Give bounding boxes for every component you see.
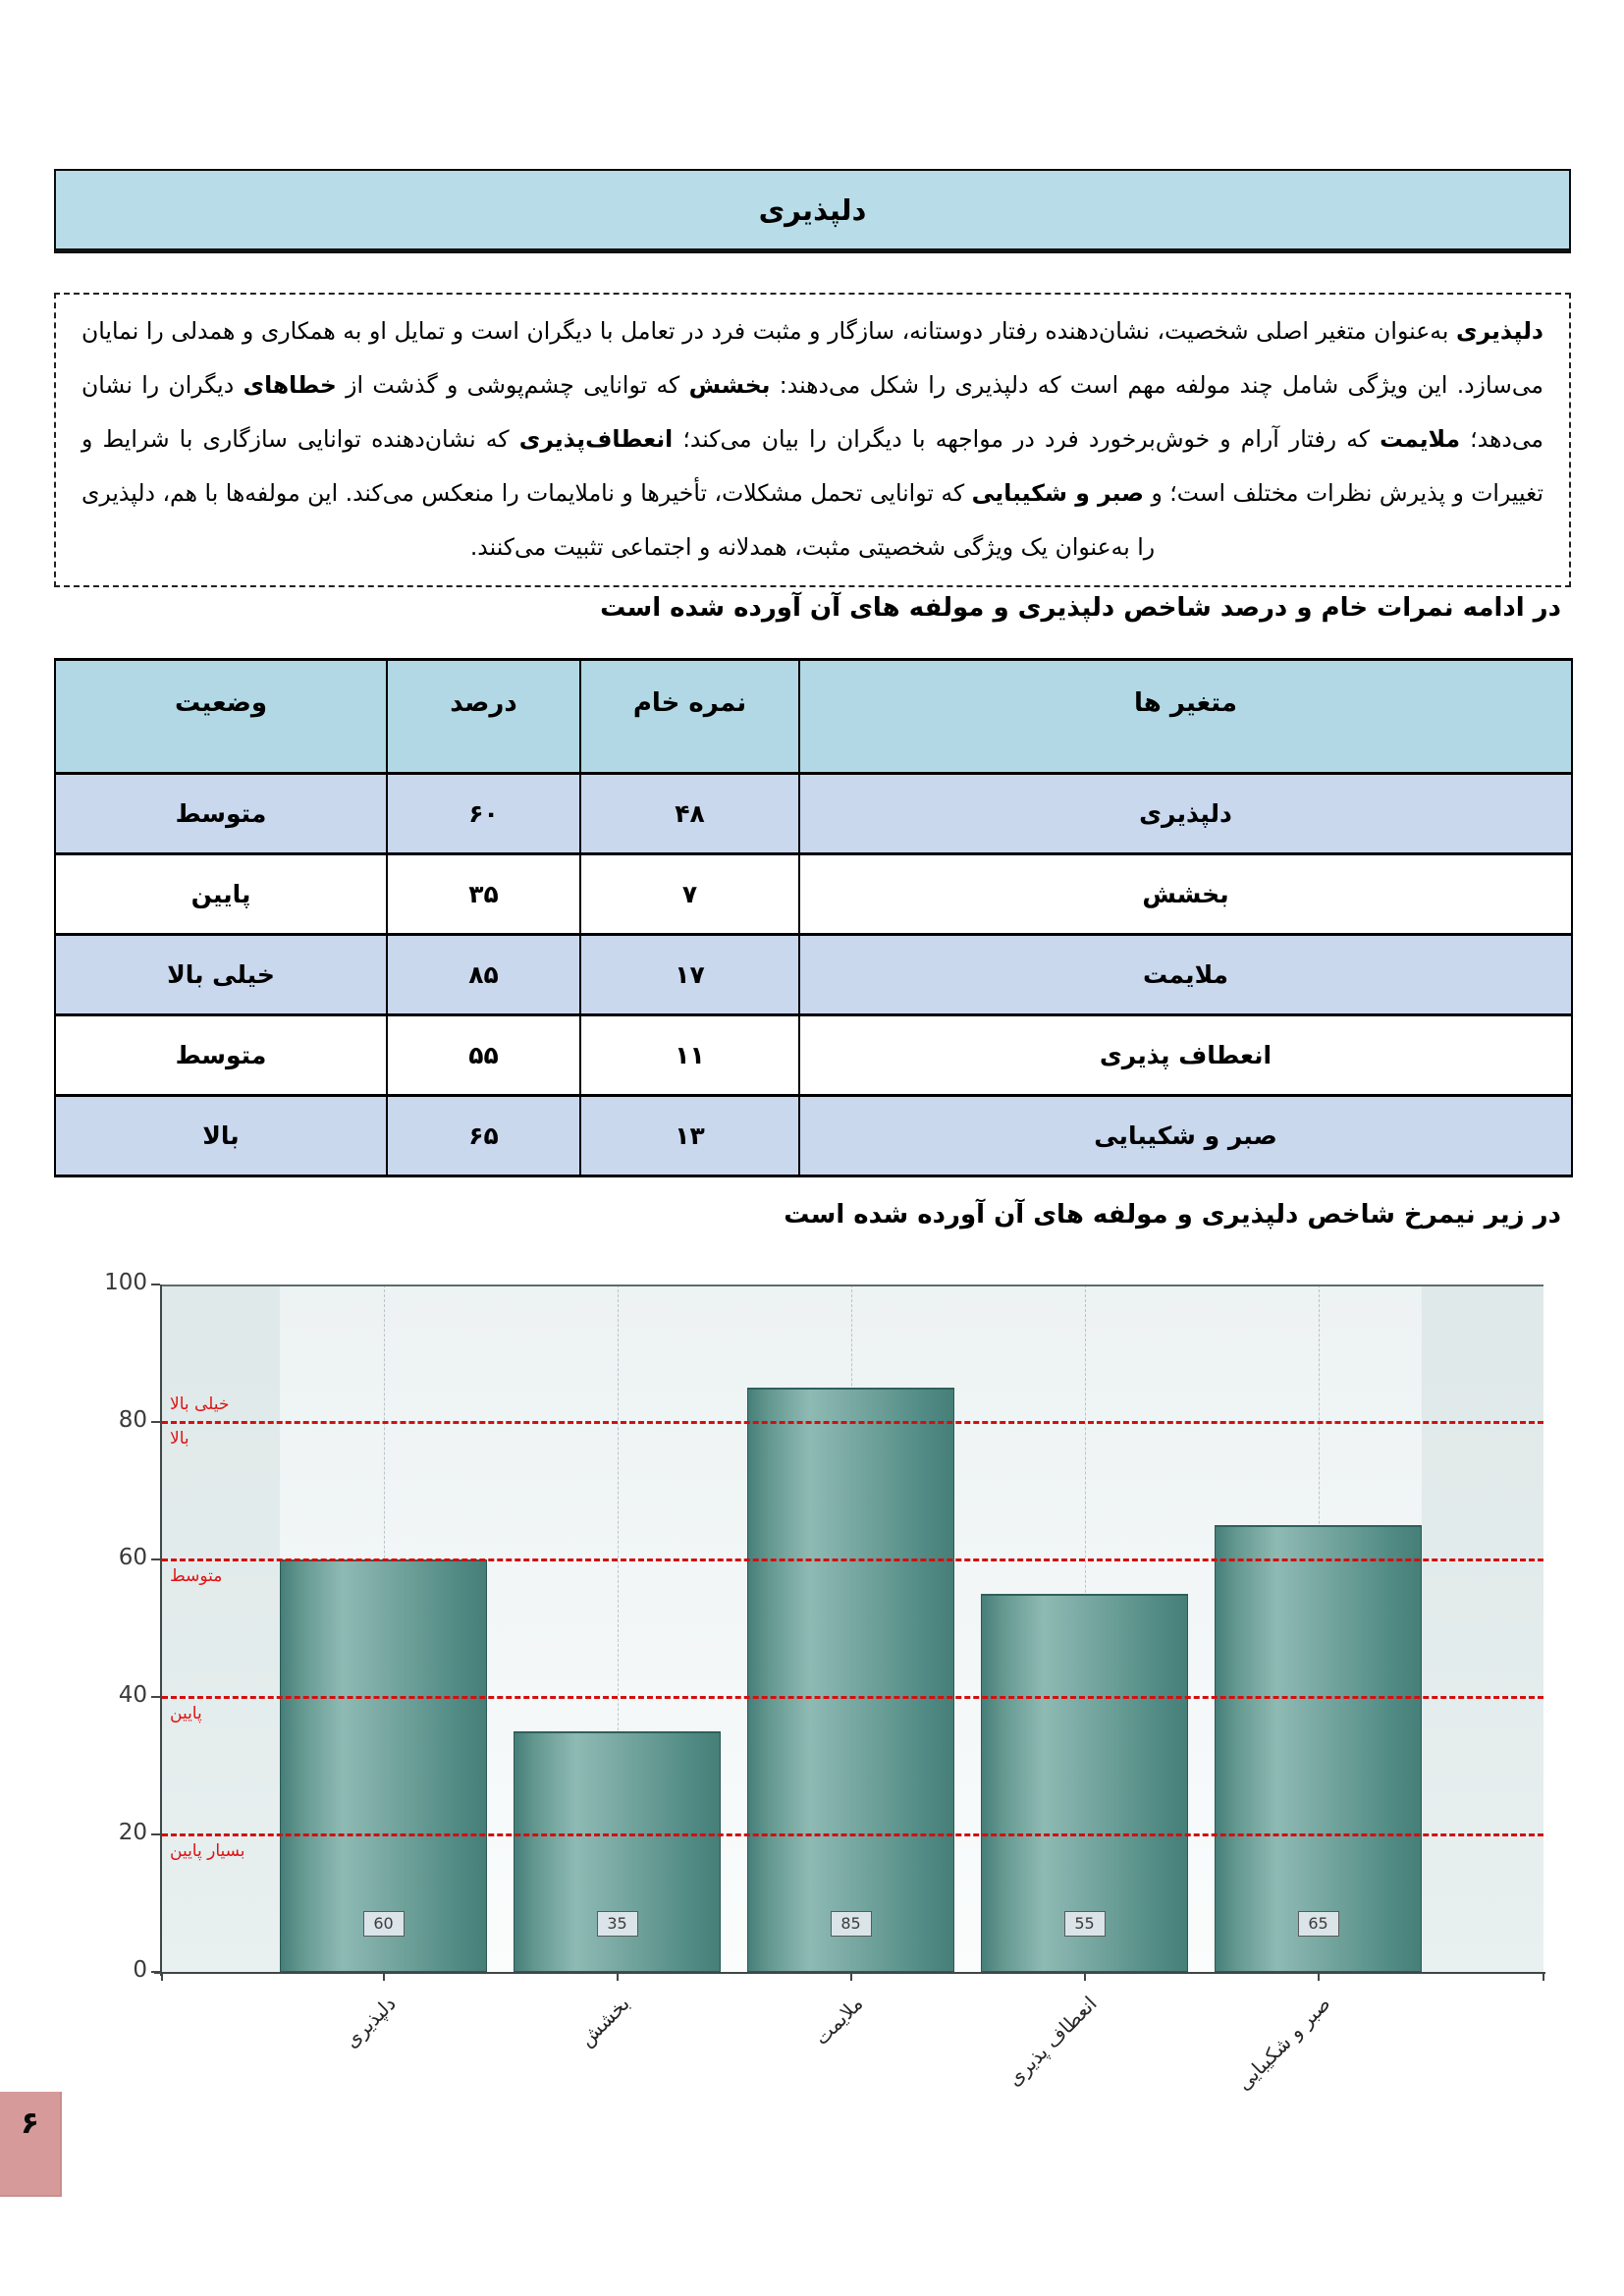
chart-bar: [280, 1559, 487, 1972]
intro-text: که توانایی چشم‌پوشی و گذشت از: [336, 371, 689, 399]
table-cell-status: پایین: [55, 854, 387, 935]
table-cell-raw-score: ۱۷: [580, 935, 799, 1015]
table-cell-percent: ۵۵: [387, 1015, 580, 1096]
table-cell-raw-score: ۱۱: [580, 1015, 799, 1096]
table-row: [55, 854, 1572, 935]
y-axis-tick: [151, 1558, 160, 1560]
y-axis-tick-label: 0: [133, 1957, 147, 1983]
intro-keyword: ملایمت: [1380, 425, 1461, 453]
scores-table: [54, 658, 1573, 1177]
plot-top-border: [162, 1285, 1543, 1286]
plot-right-padding-band: [1422, 1285, 1543, 1972]
y-axis-tick-label: 100: [104, 1270, 147, 1295]
x-axis-label: بخشش: [573, 1992, 634, 2051]
reference-label-above: خیلی بالا: [170, 1394, 230, 1414]
intro-keyword: خطاهای: [243, 371, 337, 399]
table-cell-percent: ۶۰: [387, 774, 580, 854]
col-header-status: وضعیت: [55, 660, 387, 774]
y-axis-tick-label: 80: [118, 1407, 147, 1433]
x-axis-label: انعطاف پذیری: [1001, 1992, 1102, 2091]
x-axis-label: دلپذیری: [339, 1992, 401, 2053]
table-cell-variable: صبر و شکیبایی: [799, 1096, 1572, 1176]
col-header-raw-score: نمره خام: [580, 660, 799, 774]
intro-keyword: دلپذیری: [1455, 317, 1543, 345]
table-cell-variable: دلپذیری: [799, 774, 1572, 854]
table-row: [55, 1015, 1572, 1096]
table-cell-percent: ۸۵: [387, 935, 580, 1015]
bar-value-label: 55: [1064, 1911, 1106, 1937]
x-axis-label: ملایمت: [809, 1992, 868, 2050]
x-axis-tick: [1543, 1972, 1544, 1981]
intro-text: دیگران را نشان می‌دهد؛: [81, 371, 1543, 453]
intro-paragraph: [54, 293, 1571, 587]
table-cell-status: متوسط: [55, 774, 387, 854]
table-row: [55, 1096, 1572, 1176]
table-cell-raw-score: ۷: [580, 854, 799, 935]
profile-bar-chart: [96, 1269, 1581, 2133]
x-axis-label: صبر و شکیبایی: [1231, 1992, 1335, 2096]
section-title: دلپذیری: [758, 192, 867, 227]
y-axis-tick: [151, 1971, 160, 1973]
table-header-row: [55, 660, 1572, 774]
y-axis-tick: [151, 1421, 160, 1423]
col-header-percent: درصد: [387, 660, 580, 774]
intro-text: که توانایی تحمل مشکلات، تأخیرها و ناملایمات را منعکس می‌کند. این مولفه‌ها با هم، دلپذیری را به‌عنوان یک ویژگی شخصیتی مثبت، همدلانه و اجتماعی تثبیت می‌کنند.: [81, 479, 1156, 561]
y-axis-tick-label: 60: [118, 1545, 147, 1570]
y-axis-tick: [151, 1833, 160, 1835]
reference-line: [162, 1696, 1543, 1699]
y-axis-line: [160, 1285, 162, 1976]
col-header-variables: متغیر ها: [799, 660, 1572, 774]
chart-bar: [747, 1388, 954, 1972]
intro-keyword: بخشش: [688, 371, 771, 399]
x-axis-tick: [161, 1972, 163, 1981]
x-axis-tick: [617, 1972, 619, 1981]
y-axis-tick: [151, 1696, 160, 1698]
page-number-badge: [0, 2092, 62, 2197]
y-axis-tick-label: 40: [118, 1682, 147, 1708]
section-title-box: [54, 169, 1571, 253]
page-number: ۶: [21, 2105, 39, 2141]
reference-line: [162, 1833, 1543, 1836]
table-cell-status: متوسط: [55, 1015, 387, 1096]
table-cell-status: خیلی بالا: [55, 935, 387, 1015]
table-cell-percent: ۳۵: [387, 854, 580, 935]
reference-label-below: متوسط: [170, 1566, 223, 1586]
table-section-heading: در ادامه نمرات خام و درصد شاخص دلپذیری و مولفه های آن آورده شده است: [600, 593, 1561, 623]
plot-left-padding-band: [162, 1285, 280, 1972]
reference-line: [162, 1421, 1543, 1424]
bar-value-label: 60: [363, 1911, 405, 1937]
intro-text: که نشان‌دهنده توانایی سازگاری با شرایط و تغییرات و پذیرش نظرات مختلف است؛ و: [81, 425, 1543, 507]
table-cell-raw-score: ۱۳: [580, 1096, 799, 1176]
table-row: [55, 935, 1572, 1015]
table-cell-variable: بخشش: [799, 854, 1572, 935]
bar-value-label: 85: [831, 1911, 872, 1937]
intro-text: که رفتار آرام و خوش‌برخورد فرد در مواجهه با دیگران را بیان می‌کند؛: [673, 425, 1380, 453]
table-cell-status: بالا: [55, 1096, 387, 1176]
chart-bar: [1215, 1525, 1422, 1972]
reference-label-below: بسیار پایین: [170, 1841, 245, 1861]
table-cell-percent: ۶۵: [387, 1096, 580, 1176]
intro-text: به‌عنوان متغیر اصلی شخصیت، نشان‌دهنده رفتار دوستانه، سازگار و مثبت فرد در تعامل با دیگران است و تمایل او به همکاری و همدلی را نمایان می‌سازد. این ویژگی شامل چند مولفه مهم است که دلپذیری را شکل می‌دهند:: [81, 317, 1544, 399]
bar-value-label: 65: [1298, 1911, 1339, 1937]
x-axis-tick: [1084, 1972, 1086, 1981]
reference-label-below: بالا: [170, 1429, 189, 1449]
table-cell-variable: انعطاف پذیری: [799, 1015, 1572, 1096]
x-axis-tick: [850, 1972, 852, 1981]
bar-value-label: 35: [597, 1911, 638, 1937]
y-axis-tick: [151, 1284, 160, 1285]
intro-keyword: انعطاف‌پذیری: [518, 425, 674, 453]
reference-line: [162, 1558, 1543, 1561]
table-row: [55, 774, 1572, 854]
chart-section-heading: در زیر نیمرخ شاخص دلپذیری و مولفه های آن آورده شده است: [784, 1200, 1561, 1230]
x-axis-tick: [383, 1972, 385, 1981]
intro-keyword: صبر و شکیبایی: [971, 479, 1144, 507]
y-axis-tick-label: 20: [118, 1820, 147, 1845]
table-cell-variable: ملایمت: [799, 935, 1572, 1015]
reference-label-below: پایین: [170, 1704, 202, 1723]
x-axis-tick: [1318, 1972, 1320, 1981]
table-cell-raw-score: ۴۸: [580, 774, 799, 854]
